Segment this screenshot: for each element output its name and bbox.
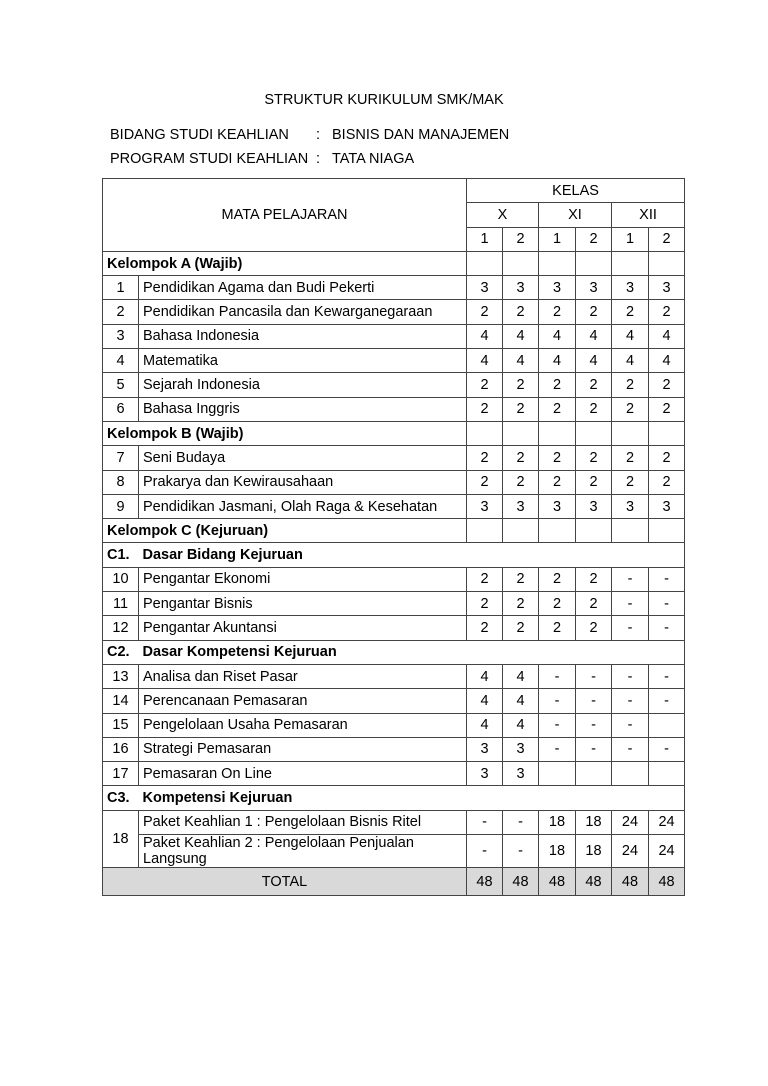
hours-cell: -: [649, 616, 685, 640]
hours-cell: 2: [503, 397, 539, 421]
hours-cell: -: [649, 737, 685, 761]
empty-cell: [649, 519, 685, 543]
group-c1-heading-code: C1.: [103, 543, 139, 567]
table-row: [103, 592, 685, 616]
empty-cell: [649, 421, 685, 445]
empty-cell: [612, 421, 649, 445]
group-c-heading: Kelompok C (Kejuruan): [103, 519, 467, 543]
hours-cell: 2: [649, 373, 685, 397]
group-c3-heading-code: C3.: [103, 786, 139, 810]
subject-number: 8: [103, 470, 139, 494]
hours-cell: -: [612, 616, 649, 640]
hours-cell: 2: [467, 616, 503, 640]
hours-cell: -: [467, 835, 503, 868]
group-c3-heading: Kompetensi Kejuruan: [139, 786, 685, 810]
table-row: [103, 324, 685, 348]
subject-number: 5: [103, 373, 139, 397]
hours-cell: 2: [612, 373, 649, 397]
hours-cell: 2: [539, 373, 576, 397]
hours-cell: 4: [503, 349, 539, 373]
hours-cell: 4: [539, 324, 576, 348]
hours-cell: 2: [612, 446, 649, 470]
subject-name: Pengantar Akuntansi: [139, 616, 467, 640]
hours-cell: -: [649, 567, 685, 591]
hours-cell: 4: [503, 664, 539, 688]
subject-number: 18: [103, 810, 139, 867]
hours-cell: 3: [612, 494, 649, 518]
hours-cell: 2: [576, 300, 612, 324]
hours-cell: [539, 762, 576, 786]
table-row: [103, 494, 685, 518]
header-row-kelas: [103, 179, 685, 203]
subject-number: 2: [103, 300, 139, 324]
hours-cell: 18: [576, 835, 612, 868]
document-title: STRUKTUR KURIKULUM SMK/MAK: [264, 92, 504, 108]
subject-name: Pendidikan Jasmani, Olah Raga & Kesehatan: [139, 494, 467, 518]
hours-cell: 4: [576, 349, 612, 373]
hours-cell: -: [612, 713, 649, 737]
header-semester: 2: [649, 227, 685, 251]
hours-cell: 2: [539, 300, 576, 324]
subgroup-row: [103, 786, 685, 810]
hours-cell: -: [539, 689, 576, 713]
empty-cell: [576, 251, 612, 275]
table-row: [103, 616, 685, 640]
info-label: PROGRAM STUDI KEAHLIAN: [110, 151, 309, 167]
subject-name: Sejarah Indonesia: [139, 373, 467, 397]
info-label: BIDANG STUDI KEAHLIAN: [110, 127, 289, 143]
subject-name: Pengantar Ekonomi: [139, 567, 467, 591]
subject-name: Pendidikan Pancasila dan Kewarganegaraan: [139, 300, 467, 324]
hours-cell: -: [539, 713, 576, 737]
subject-name: Seni Budaya: [139, 446, 467, 470]
hours-cell: -: [467, 810, 503, 834]
hours-cell: 2: [576, 397, 612, 421]
hours-cell: 2: [612, 397, 649, 421]
empty-cell: [539, 251, 576, 275]
hours-cell: 2: [649, 446, 685, 470]
table-row: [103, 300, 685, 324]
subject-name: Matematika: [139, 349, 467, 373]
empty-cell: [576, 519, 612, 543]
subgroup-row: [103, 640, 685, 664]
hours-cell: 4: [467, 664, 503, 688]
empty-cell: [503, 421, 539, 445]
hours-cell: 24: [649, 810, 685, 834]
subject-number: 1: [103, 276, 139, 300]
total-cell: 48: [576, 868, 612, 896]
hours-cell: 2: [649, 397, 685, 421]
package-name: Paket Keahlian 1 : Pengelolaan Bisnis Ritel: [139, 810, 467, 834]
hours-cell: 3: [649, 276, 685, 300]
hours-cell: 3: [576, 494, 612, 518]
table-row: [103, 470, 685, 494]
group-c1-heading: Dasar Bidang Kejuruan: [139, 543, 685, 567]
hours-cell: -: [503, 835, 539, 868]
hours-cell: -: [576, 737, 612, 761]
hours-cell: 2: [539, 616, 576, 640]
hours-cell: 2: [576, 470, 612, 494]
hours-cell: 2: [539, 592, 576, 616]
group-row: [103, 519, 685, 543]
hours-cell: 2: [612, 300, 649, 324]
hours-cell: 2: [467, 300, 503, 324]
table-row: [103, 762, 685, 786]
subject-number: 11: [103, 592, 139, 616]
hours-cell: 24: [649, 835, 685, 868]
hours-cell: -: [649, 592, 685, 616]
subject-name: Pengelolaan Usaha Pemasaran: [139, 713, 467, 737]
hours-cell: 2: [576, 616, 612, 640]
hours-cell: 2: [576, 592, 612, 616]
hours-cell: 2: [612, 470, 649, 494]
subject-number: 13: [103, 664, 139, 688]
info-separator: :: [316, 127, 321, 143]
info-program-studi: [110, 151, 414, 167]
hours-cell: -: [612, 737, 649, 761]
empty-cell: [467, 519, 503, 543]
hours-cell: -: [539, 664, 576, 688]
empty-cell: [503, 519, 539, 543]
curriculum-table: [102, 178, 685, 896]
hours-cell: [576, 762, 612, 786]
subject-name: Pengantar Bisnis: [139, 592, 467, 616]
hours-cell: -: [649, 689, 685, 713]
group-c2-heading: Dasar Kompetensi Kejuruan: [139, 640, 685, 664]
subject-name: Strategi Pemasaran: [139, 737, 467, 761]
group-c2-heading-code: C2.: [103, 640, 139, 664]
hours-cell: -: [503, 810, 539, 834]
total-row: [103, 868, 685, 896]
empty-cell: [649, 251, 685, 275]
hours-cell: -: [612, 664, 649, 688]
subject-name: Perencanaan Pemasaran: [139, 689, 467, 713]
hours-cell: 3: [539, 494, 576, 518]
hours-cell: 3: [467, 494, 503, 518]
hours-cell: -: [576, 713, 612, 737]
subject-number: 17: [103, 762, 139, 786]
hours-cell: 2: [649, 300, 685, 324]
subject-number: 6: [103, 397, 139, 421]
empty-cell: [612, 519, 649, 543]
total-cell: 48: [503, 868, 539, 896]
hours-cell: 18: [539, 835, 576, 868]
header-semester: 1: [467, 227, 503, 251]
subject-name: Analisa dan Riset Pasar: [139, 664, 467, 688]
hours-cell: 4: [576, 324, 612, 348]
package-name: Paket Keahlian 2 : Pengelolaan Penjualan Langsung: [139, 835, 467, 868]
hours-cell: 4: [612, 349, 649, 373]
subject-number: 3: [103, 324, 139, 348]
hours-cell: 2: [503, 616, 539, 640]
info-value: BISNIS DAN MANAJEMEN: [332, 127, 510, 143]
subject-name: Pemasaran On Line: [139, 762, 467, 786]
subject-name: Prakarya dan Kewirausahaan: [139, 470, 467, 494]
hours-cell: [612, 762, 649, 786]
hours-cell: 3: [467, 276, 503, 300]
hours-cell: -: [576, 689, 612, 713]
hours-cell: 3: [467, 762, 503, 786]
total-label: TOTAL: [103, 868, 467, 896]
hours-cell: 3: [467, 737, 503, 761]
hours-cell: 3: [576, 276, 612, 300]
subject-number: 9: [103, 494, 139, 518]
group-a-heading: Kelompok A (Wajib): [103, 251, 467, 275]
table-row: [103, 397, 685, 421]
subject-number: 12: [103, 616, 139, 640]
empty-cell: [467, 251, 503, 275]
subject-name: Bahasa Inggris: [139, 397, 467, 421]
hours-cell: 3: [503, 276, 539, 300]
header-mata-pelajaran: MATA PELAJARAN: [103, 179, 467, 252]
table-row: [103, 689, 685, 713]
hours-cell: 2: [467, 470, 503, 494]
info-bidang-studi: [110, 127, 509, 143]
subgroup-row: [103, 543, 685, 567]
hours-cell: 4: [612, 324, 649, 348]
empty-cell: [539, 519, 576, 543]
total-cell: 48: [467, 868, 503, 896]
header-semester: 2: [503, 227, 539, 251]
table-row: [103, 810, 685, 834]
empty-cell: [503, 251, 539, 275]
hours-cell: -: [539, 737, 576, 761]
hours-cell: 2: [649, 470, 685, 494]
hours-cell: 18: [539, 810, 576, 834]
hours-cell: 4: [503, 324, 539, 348]
table-row: [103, 664, 685, 688]
hours-cell: 2: [576, 446, 612, 470]
hours-cell: 2: [503, 373, 539, 397]
hours-cell: 3: [503, 737, 539, 761]
hours-cell: -: [649, 664, 685, 688]
hours-cell: 18: [576, 810, 612, 834]
hours-cell: -: [612, 592, 649, 616]
table-row: [103, 567, 685, 591]
subject-name: Pendidikan Agama dan Budi Pekerti: [139, 276, 467, 300]
hours-cell: 2: [576, 373, 612, 397]
hours-cell: 4: [467, 713, 503, 737]
table-row: [103, 737, 685, 761]
header-semester: 1: [539, 227, 576, 251]
hours-cell: 4: [503, 713, 539, 737]
hours-cell: [649, 762, 685, 786]
hours-cell: 4: [649, 324, 685, 348]
hours-cell: -: [612, 689, 649, 713]
header-semester: 2: [576, 227, 612, 251]
hours-cell: 2: [467, 397, 503, 421]
header-class-x: X: [467, 203, 539, 227]
hours-cell: 2: [467, 446, 503, 470]
hours-cell: -: [612, 567, 649, 591]
hours-cell: 4: [503, 689, 539, 713]
group-b-heading: Kelompok B (Wajib): [103, 421, 467, 445]
hours-cell: 3: [503, 762, 539, 786]
hours-cell: 24: [612, 835, 649, 868]
hours-cell: 4: [649, 349, 685, 373]
hours-cell: 24: [612, 810, 649, 834]
hours-cell: 2: [539, 470, 576, 494]
hours-cell: 4: [467, 324, 503, 348]
header-class-xi: XI: [539, 203, 612, 227]
group-row: [103, 251, 685, 275]
hours-cell: 3: [503, 494, 539, 518]
empty-cell: [576, 421, 612, 445]
subject-number: 7: [103, 446, 139, 470]
empty-cell: [612, 251, 649, 275]
hours-cell: 4: [539, 349, 576, 373]
hours-cell: 2: [539, 446, 576, 470]
hours-cell: 2: [503, 300, 539, 324]
subject-number: 4: [103, 349, 139, 373]
hours-cell: 2: [503, 592, 539, 616]
hours-cell: 2: [467, 592, 503, 616]
hours-cell: [649, 713, 685, 737]
table-row: [103, 713, 685, 737]
subject-number: 15: [103, 713, 139, 737]
hours-cell: 2: [539, 397, 576, 421]
hours-cell: 4: [467, 349, 503, 373]
hours-cell: 2: [576, 567, 612, 591]
table-row: [103, 276, 685, 300]
empty-cell: [467, 421, 503, 445]
table-row: [103, 349, 685, 373]
header-semester: 1: [612, 227, 649, 251]
subject-name: Bahasa Indonesia: [139, 324, 467, 348]
empty-cell: [539, 421, 576, 445]
subject-number: 10: [103, 567, 139, 591]
hours-cell: 2: [503, 470, 539, 494]
total-cell: 48: [539, 868, 576, 896]
subject-number: 14: [103, 689, 139, 713]
hours-cell: 3: [612, 276, 649, 300]
hours-cell: 2: [539, 567, 576, 591]
hours-cell: 2: [503, 446, 539, 470]
table-row: [103, 373, 685, 397]
hours-cell: 2: [467, 567, 503, 591]
hours-cell: 2: [467, 373, 503, 397]
hours-cell: 3: [649, 494, 685, 518]
subject-number: 16: [103, 737, 139, 761]
info-value: TATA NIAGA: [332, 151, 415, 167]
table-row: [103, 446, 685, 470]
hours-cell: 2: [503, 567, 539, 591]
hours-cell: 3: [539, 276, 576, 300]
table-row: [103, 835, 685, 868]
total-cell: 48: [612, 868, 649, 896]
header-kelas: KELAS: [467, 179, 685, 203]
info-separator: :: [316, 151, 321, 167]
hours-cell: 4: [467, 689, 503, 713]
group-row: [103, 421, 685, 445]
total-cell: 48: [649, 868, 685, 896]
hours-cell: -: [576, 664, 612, 688]
header-class-xii: XII: [612, 203, 685, 227]
